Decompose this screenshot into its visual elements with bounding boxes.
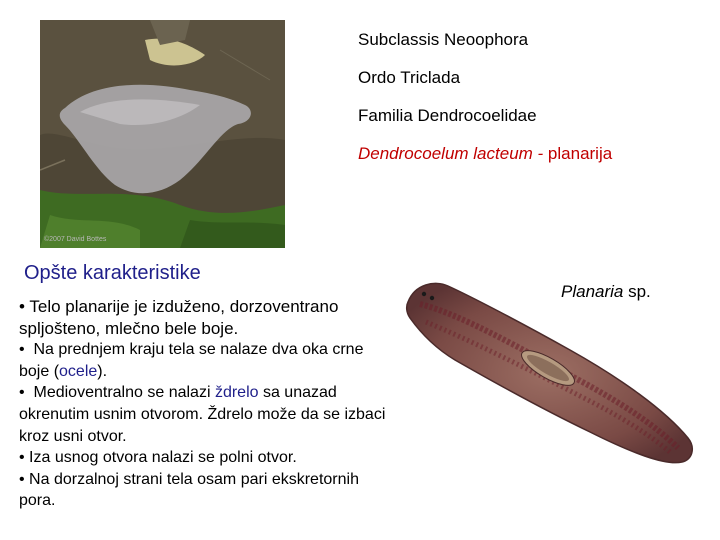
planaria-caption (561, 282, 651, 302)
section-heading: Opšte karakteristike (24, 262, 201, 284)
paragraph-2-text-b: ). (97, 362, 108, 380)
photo-watermark: ©2007 David Bottes (44, 236, 107, 243)
paragraph-3: • Medioventralno se nalazi ždrelo sa unazad okrenutim usnim otvorom. Ždrelo može da se izbaci kroz usni otvor. (19, 384, 386, 445)
caption-genus: Planaria (561, 282, 624, 301)
term-ocele: ocele (59, 362, 98, 380)
paragraph-4-text: Iza usnog otvora nalazi se polni otvor. (29, 449, 297, 467)
order-label: Ordo Triclada (358, 68, 461, 87)
subclass-label: Subclassis Neoophora (358, 30, 529, 49)
paragraph-1-text: Telo planarije je izduženo, dorzoventrano spljošteno, mlečno bele boje. (19, 297, 339, 338)
paragraph-2: • Na prednjem kraju tela se nalaze dva oka crne boje (ocele). (19, 341, 364, 380)
characteristics-text (19, 296, 394, 512)
term-zdrelo: ždrelo (214, 384, 259, 402)
planaria-photo (400, 270, 700, 480)
species-common-name: planarija (547, 144, 613, 163)
caption-suffix: sp. (623, 282, 651, 301)
species-latin: Dendrocoelum lacteum (358, 144, 533, 163)
paragraph-4: • Iza usnog otvora nalazi se polni otvor. (19, 449, 297, 467)
paragraph-5: • Na dorzalnoj strani tela osam pari ekskretornih pora. (19, 470, 359, 510)
paragraph-5-text: Na dorzalnoj strani tela osam pari ekskretornih pora. (19, 470, 359, 510)
family-label: Familia Dendrocoelidae (358, 106, 537, 125)
dendrocoelum-photo (40, 20, 285, 248)
paragraph-1: • Telo planarije je izduženo, dorzoventrano spljošteno, mlečno bele boje. (19, 297, 339, 338)
species-label (358, 144, 698, 164)
species-separator: - (532, 144, 548, 163)
paragraph-3-text-a: Medioventralno se nalazi (33, 384, 215, 402)
paragraph-3-text-b: sa unazad okrenutim usnim otvorom. Ždrelo može da se izbaci kroz usni otvor. (19, 384, 386, 445)
paragraph-2-text-a: Na prednjem kraju tela se nalaze dva oka crne boje ( (19, 341, 364, 380)
taxonomy-block (358, 30, 698, 182)
